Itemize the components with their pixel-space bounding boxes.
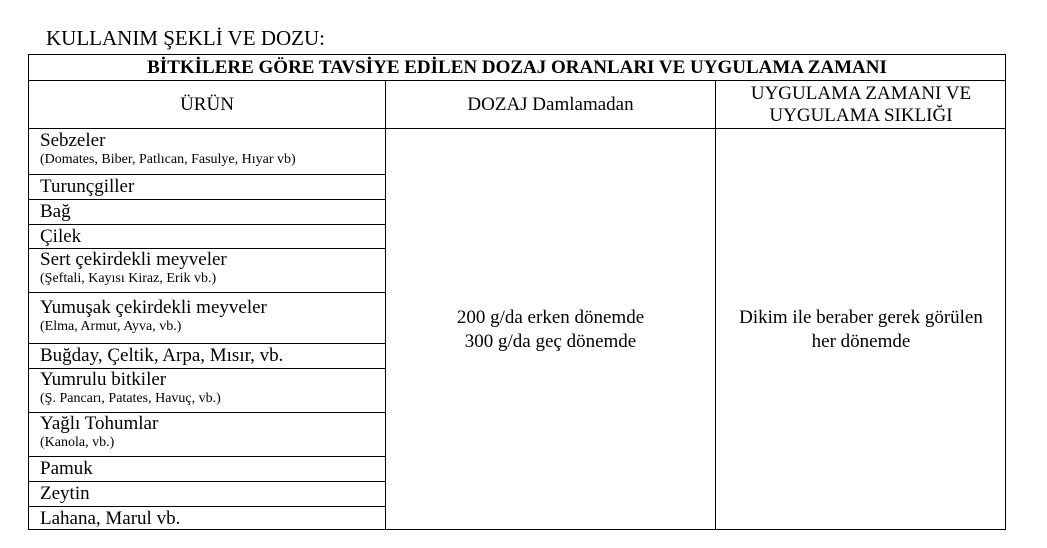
dosage-early: 200 g/da erken dönemde [456,306,645,328]
product-name: Yumuşak çekirdekli meyveler [40,297,267,318]
product-examples: (Şeftali, Kayısı Kiraz, Erik vb.) [40,271,217,286]
product-row [29,457,385,482]
product-row [29,344,385,369]
product-examples: (Elma, Armut, Ayva, vb.) [40,319,182,334]
product-row [29,200,385,225]
product-row [29,507,385,529]
product-row [29,293,385,344]
product-examples: (Ş. Pancarı, Patates, Havuç, vb.) [40,391,221,406]
header-row [29,81,1005,129]
product-name: Pamuk [40,458,93,479]
product-name: Lahana, Marul vb. [40,508,181,529]
product-row [29,369,385,413]
product-name: Çilek [40,226,82,247]
dosage-table [28,54,1006,530]
product-row [29,225,385,249]
header-timing-line1: UYGULAMA ZAMANI VE [750,82,972,104]
timing-line2: her dönemde [811,330,911,352]
product-name: Sebzeler [40,130,106,151]
header-dosage: DOZAJ Damlamadan [467,93,634,115]
dosage-cell [386,130,715,529]
product-name: Yumrulu bitkiler [40,369,167,390]
product-name: Zeytin [40,483,90,504]
table-title: BİTKİLERE GÖRE TAVSİYE EDİLEN DOZAJ ORANLARI VE UYGULAMA ZAMANI [29,55,1005,81]
header-timing-line2: UYGULAMA SIKLIĞI [769,104,953,126]
product-row [29,413,385,457]
header-timing [716,81,1006,128]
product-name: Buğday, Çeltik, Arpa, Mısır, vb. [40,345,284,366]
product-name: Turunçgiller [40,176,135,197]
product-name: Sert çekirdekli meyveler [40,249,227,270]
section-heading: KULLANIM ŞEKLİ VE DOZU: [46,26,325,50]
header-product: ÜRÜN [180,93,234,115]
product-row [29,175,385,200]
product-row [29,130,385,175]
product-name: Yağlı Tohumlar [40,413,159,434]
product-row [29,482,385,507]
timing-cell [716,130,1006,529]
dosage-late: 300 g/da geç dönemde [464,330,637,352]
product-row [29,249,385,293]
product-name: Bağ [40,201,71,222]
product-examples: (Kanola, vb.) [40,435,115,450]
product-examples: (Domates, Biber, Patlıcan, Fasulye, Hıyar vb) [40,152,296,167]
timing-line1: Dikim ile beraber gerek görülen [739,306,983,328]
